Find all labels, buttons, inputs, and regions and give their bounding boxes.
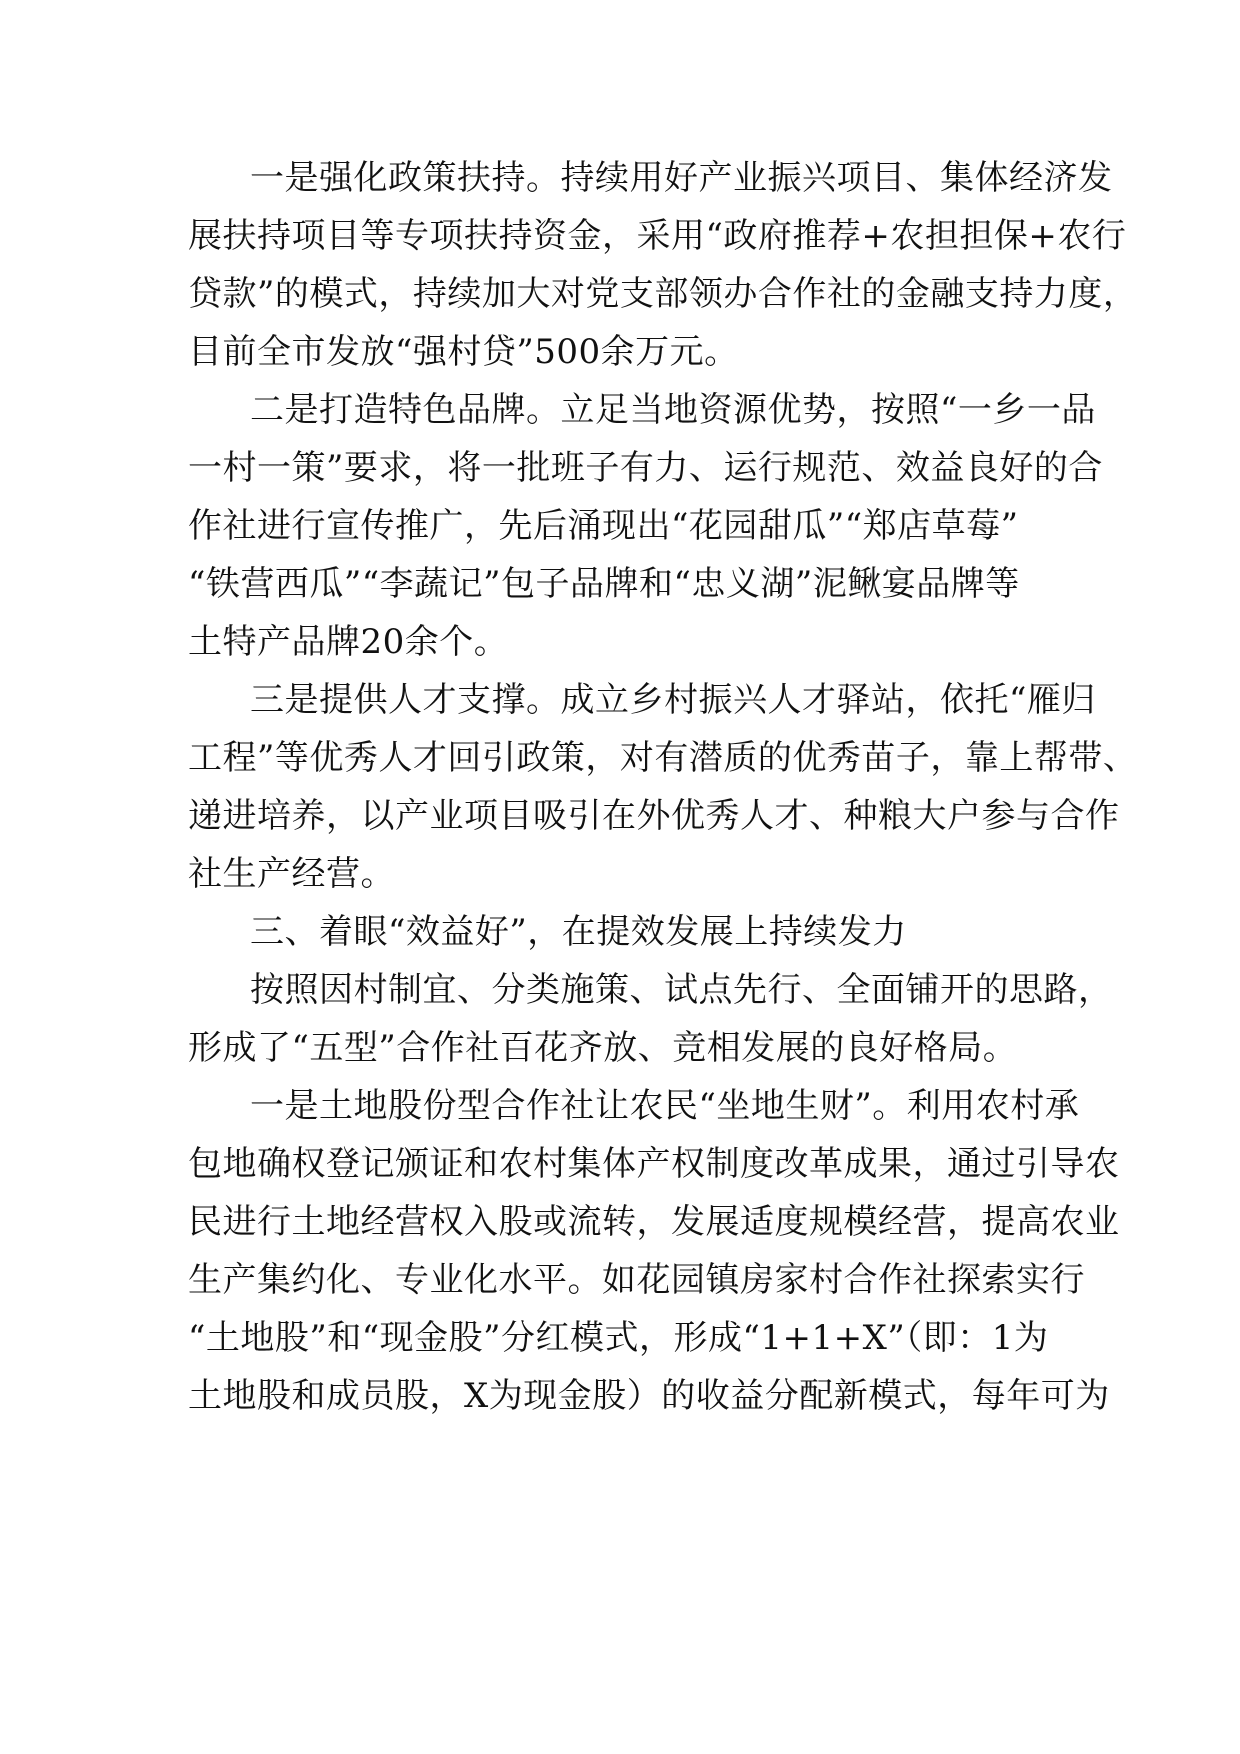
paragraph-line: 目前全市发放“强村贷”500余万元。 — [188, 332, 739, 372]
paragraph-line: 包地确权登记颁证和农村集体产权制度改革成果，通过引导农 — [188, 1144, 1120, 1184]
paragraph-line: 递进培养，以产业项目吸引在外优秀人才、种粮大户参与合作 — [188, 796, 1120, 836]
paragraph-line: “土地股”和“现金股”分红模式，形成“1+1+X”（即：1为 — [188, 1318, 1049, 1358]
paragraph-line: 一村一策”要求，将一批班子有力、运行规范、效益良好的合 — [188, 448, 1103, 488]
paragraph-line: 土地股和成员股，X为现金股）的收益分配新模式，每年可为 — [188, 1376, 1110, 1416]
paragraph-line: 一是土地股份型合作社让农民“坐地生财”。利用农村承 — [250, 1086, 1080, 1126]
paragraph-line: 社生产经营。 — [188, 854, 395, 894]
paragraph-line: 土特产品牌20余个。 — [188, 622, 509, 662]
section-heading: 三、着眼“效益好”，在提效发展上持续发力 — [250, 912, 907, 952]
paragraph-line: 贷款”的模式，持续加大对党支部领办合作社的金融支持力度， — [188, 274, 1138, 314]
paragraph-line: 生产集约化、专业化水平。如花园镇房家村合作社探索实行 — [188, 1260, 1085, 1300]
paragraph-line: 一是强化政策扶持。持续用好产业振兴项目、集体经济发 — [250, 158, 1113, 198]
paragraph-line: “铁营西瓜”“李蔬记”包子品牌和“忠义湖”泥鳅宴品牌等 — [188, 564, 1020, 604]
paragraph-line: 民进行土地经营权入股或流转，发展适度规模经营，提高农业 — [188, 1202, 1120, 1242]
paragraph-line: 展扶持项目等专项扶持资金，采用“政府推荐+农担担保+农行 — [188, 216, 1127, 256]
paragraph-line: 按照因村制宜、分类施策、试点先行、全面铺开的思路， — [250, 970, 1113, 1010]
paragraph-line: 三是提供人才支撑。成立乡村振兴人才驿站，依托“雁归 — [250, 680, 1096, 720]
paragraph-line: 作社进行宣传推广，先后涌现出“花园甜瓜”“郑店草莓” — [188, 506, 1019, 546]
paragraph-line: 工程”等优秀人才回引政策，对有潜质的优秀苗子，靠上帮带、 — [188, 738, 1138, 778]
paragraph-line: 二是打造特色品牌。立足当地资源优势，按照“一乡一品 — [250, 390, 1096, 430]
paragraph-line: 形成了“五型”合作社百花齐放、竞相发展的良好格局。 — [188, 1028, 1018, 1068]
